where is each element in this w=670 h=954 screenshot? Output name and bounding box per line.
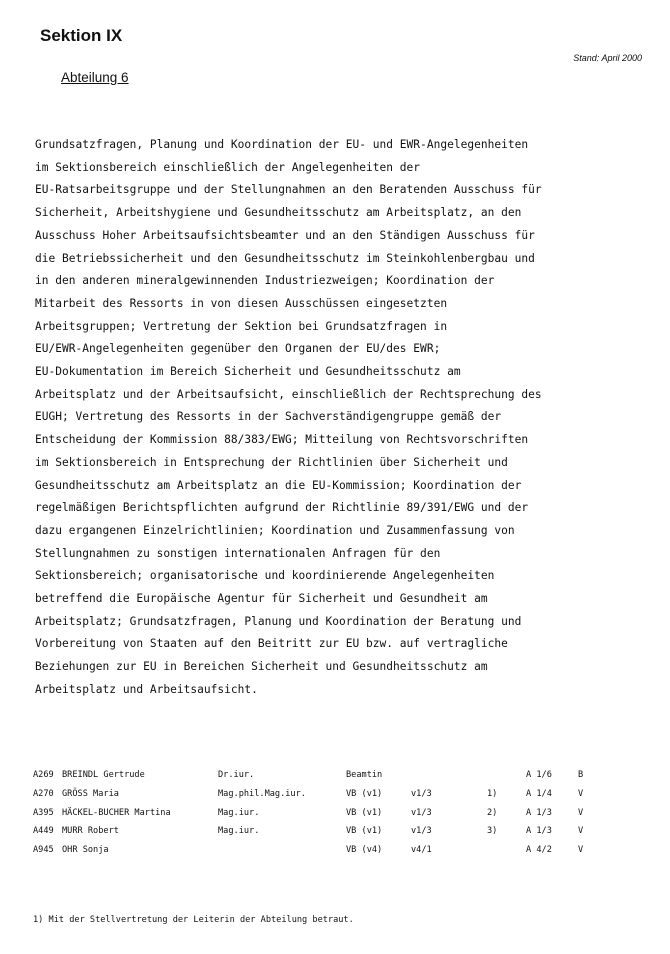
text-line: Entscheidung der Kommission 88/383/EWG; Mitteilung von Rechtsvorschriften [35,433,529,447]
text-line: die Betriebssicherheit und den Gesundheitsschutz im Steinkohlenbergbau und [35,251,535,265]
staff-title: Mag.iur. [218,826,260,837]
text-line: EU-Ratsarbeitsgruppe und der Stellungnahmen an den Beratenden Ausschuss für [35,183,542,197]
staff-grade: v1/3 [411,807,432,818]
staff-note [487,766,526,785]
staff-grade: v4/1 [411,845,432,856]
staff-note [487,841,526,860]
table-row [33,803,598,822]
text-line: Arbeitsplatz; Grundsatzfragen, Planung und Koordination der Beratung und [35,614,522,628]
text-line: Beziehungen zur EU in Bereichen Sicherheit und Gesundheitsschutz am [35,660,488,674]
text-line: Arbeitsplatz und Arbeitsaufsicht. [35,682,258,696]
staff-type: V [578,845,584,856]
text-line: im Sektionsbereich einschließlich der Angelegenheiten der [35,160,421,174]
text-line: Grundsatzfragen, Planung und Koordination der EU- und EWR-Angelegenheiten [35,138,529,151]
staff-title: Dr.iur. [218,770,255,781]
staff-type: V [578,807,584,818]
staff-table [33,766,598,859]
table-row [33,841,598,860]
staff-name: MURR Robert [62,826,119,837]
department-description [35,134,542,702]
staff-note: 2) [487,807,498,818]
text-line: dazu ergangenen Einzelrichtlinien; Koordination und Zusammenfassung von [35,523,515,537]
staff-status: VB (v1) [346,789,383,800]
staff-classification: A 1/3 [526,807,552,818]
staff-grade: v1/3 [411,789,432,800]
text-line: EU/EWR-Angelegenheiten gegenüber den Organen der EU/des EWR; [35,342,441,356]
text-line: Vorbereitung von Staaten auf den Beitritt zur EU bzw. auf vertragliche [35,637,508,651]
staff-title [218,841,346,860]
text-line: Gesundheitsschutz am Arbeitsplatz an die EU-Kommission; Koordination der [35,478,522,492]
text-line: Sektionsbereich; organisatorische und koordinierende Angelegenheiten [35,569,495,583]
text-line: im Sektionsbereich in Entsprechung der Richtlinien über Sicherheit und [35,455,508,469]
staff-classification: A 1/6 [526,770,552,781]
staff-type: V [578,789,584,800]
staff-code: A395 [33,807,54,818]
text-line: betreffend die Europäische Agentur für Sicherheit und Gesundheit am [35,592,488,606]
staff-name: HÄCKEL-BUCHER Martina [62,807,171,818]
text-line: Stellungnahmen zu sonstigen internationalen Anfragen für den [35,546,441,560]
text-line: Sicherheit, Arbeitshygiene und Gesundheitsschutz am Arbeitsplatz, an den [35,206,522,220]
staff-name: GRÖSS Maria [62,789,119,800]
text-line: regelmäßigen Berichtspflichten aufgrund der Richtlinie 89/391/EWG und der [35,501,529,515]
staff-code: A269 [33,770,54,781]
staff-status: VB (v1) [346,826,383,837]
staff-status: VB (v4) [346,845,383,856]
department-title: Abteilung 6 [61,70,129,85]
staff-classification: A 1/3 [526,826,552,837]
staff-name: OHR Sonja [62,845,109,856]
stand-date: Stand: April 2000 [573,53,642,63]
text-line: Arbeitsgruppen; Vertretung der Sektion bei Grundsatzfragen in [35,319,448,333]
footnote: 1) Mit der Stellvertretung der Leiterin der Abteilung betraut. [33,915,354,925]
staff-name: BREINDL Gertrude [62,770,145,781]
text-line: EU-Dokumentation im Bereich Sicherheit und Gesundheitsschutz am [35,365,461,379]
text-line: Arbeitsplatz und der Arbeitsaufsicht, einschließlich der Rechtsprechung des [35,387,542,401]
staff-note: 1) [487,789,498,800]
staff-type: B [578,770,584,781]
table-row [33,766,598,785]
staff-code: A945 [33,845,54,856]
table-row [33,785,598,804]
staff-title: Mag.phil.Mag.iur. [218,789,306,800]
staff-type: V [578,826,584,837]
text-line: EUGH; Vertretung des Ressorts in der Sachverständigengruppe gemäß der [35,410,502,424]
text-line: Ausschuss Hoher Arbeitsaufsichtsbeamter und an den Ständigen Ausschuss für [35,228,535,242]
staff-title: Mag.iur. [218,807,260,818]
staff-code: A449 [33,826,54,837]
staff-grade: v1/3 [411,826,432,837]
staff-grade [411,766,487,785]
staff-code: A270 [33,789,54,800]
staff-note: 3) [487,826,498,837]
text-line: in den anderen mineralgewinnenden Industriezweigen; Koordination der [35,274,495,288]
staff-status: VB (v1) [346,807,383,818]
section-title: Sektion IX [40,26,123,45]
table-row [33,822,598,841]
staff-classification: A 1/4 [526,789,552,800]
staff-classification: A 4/2 [526,845,552,856]
text-line: Mitarbeit des Ressorts in von diesen Ausschüssen eingesetzten [35,296,448,310]
staff-status: Beamtin [346,770,383,781]
